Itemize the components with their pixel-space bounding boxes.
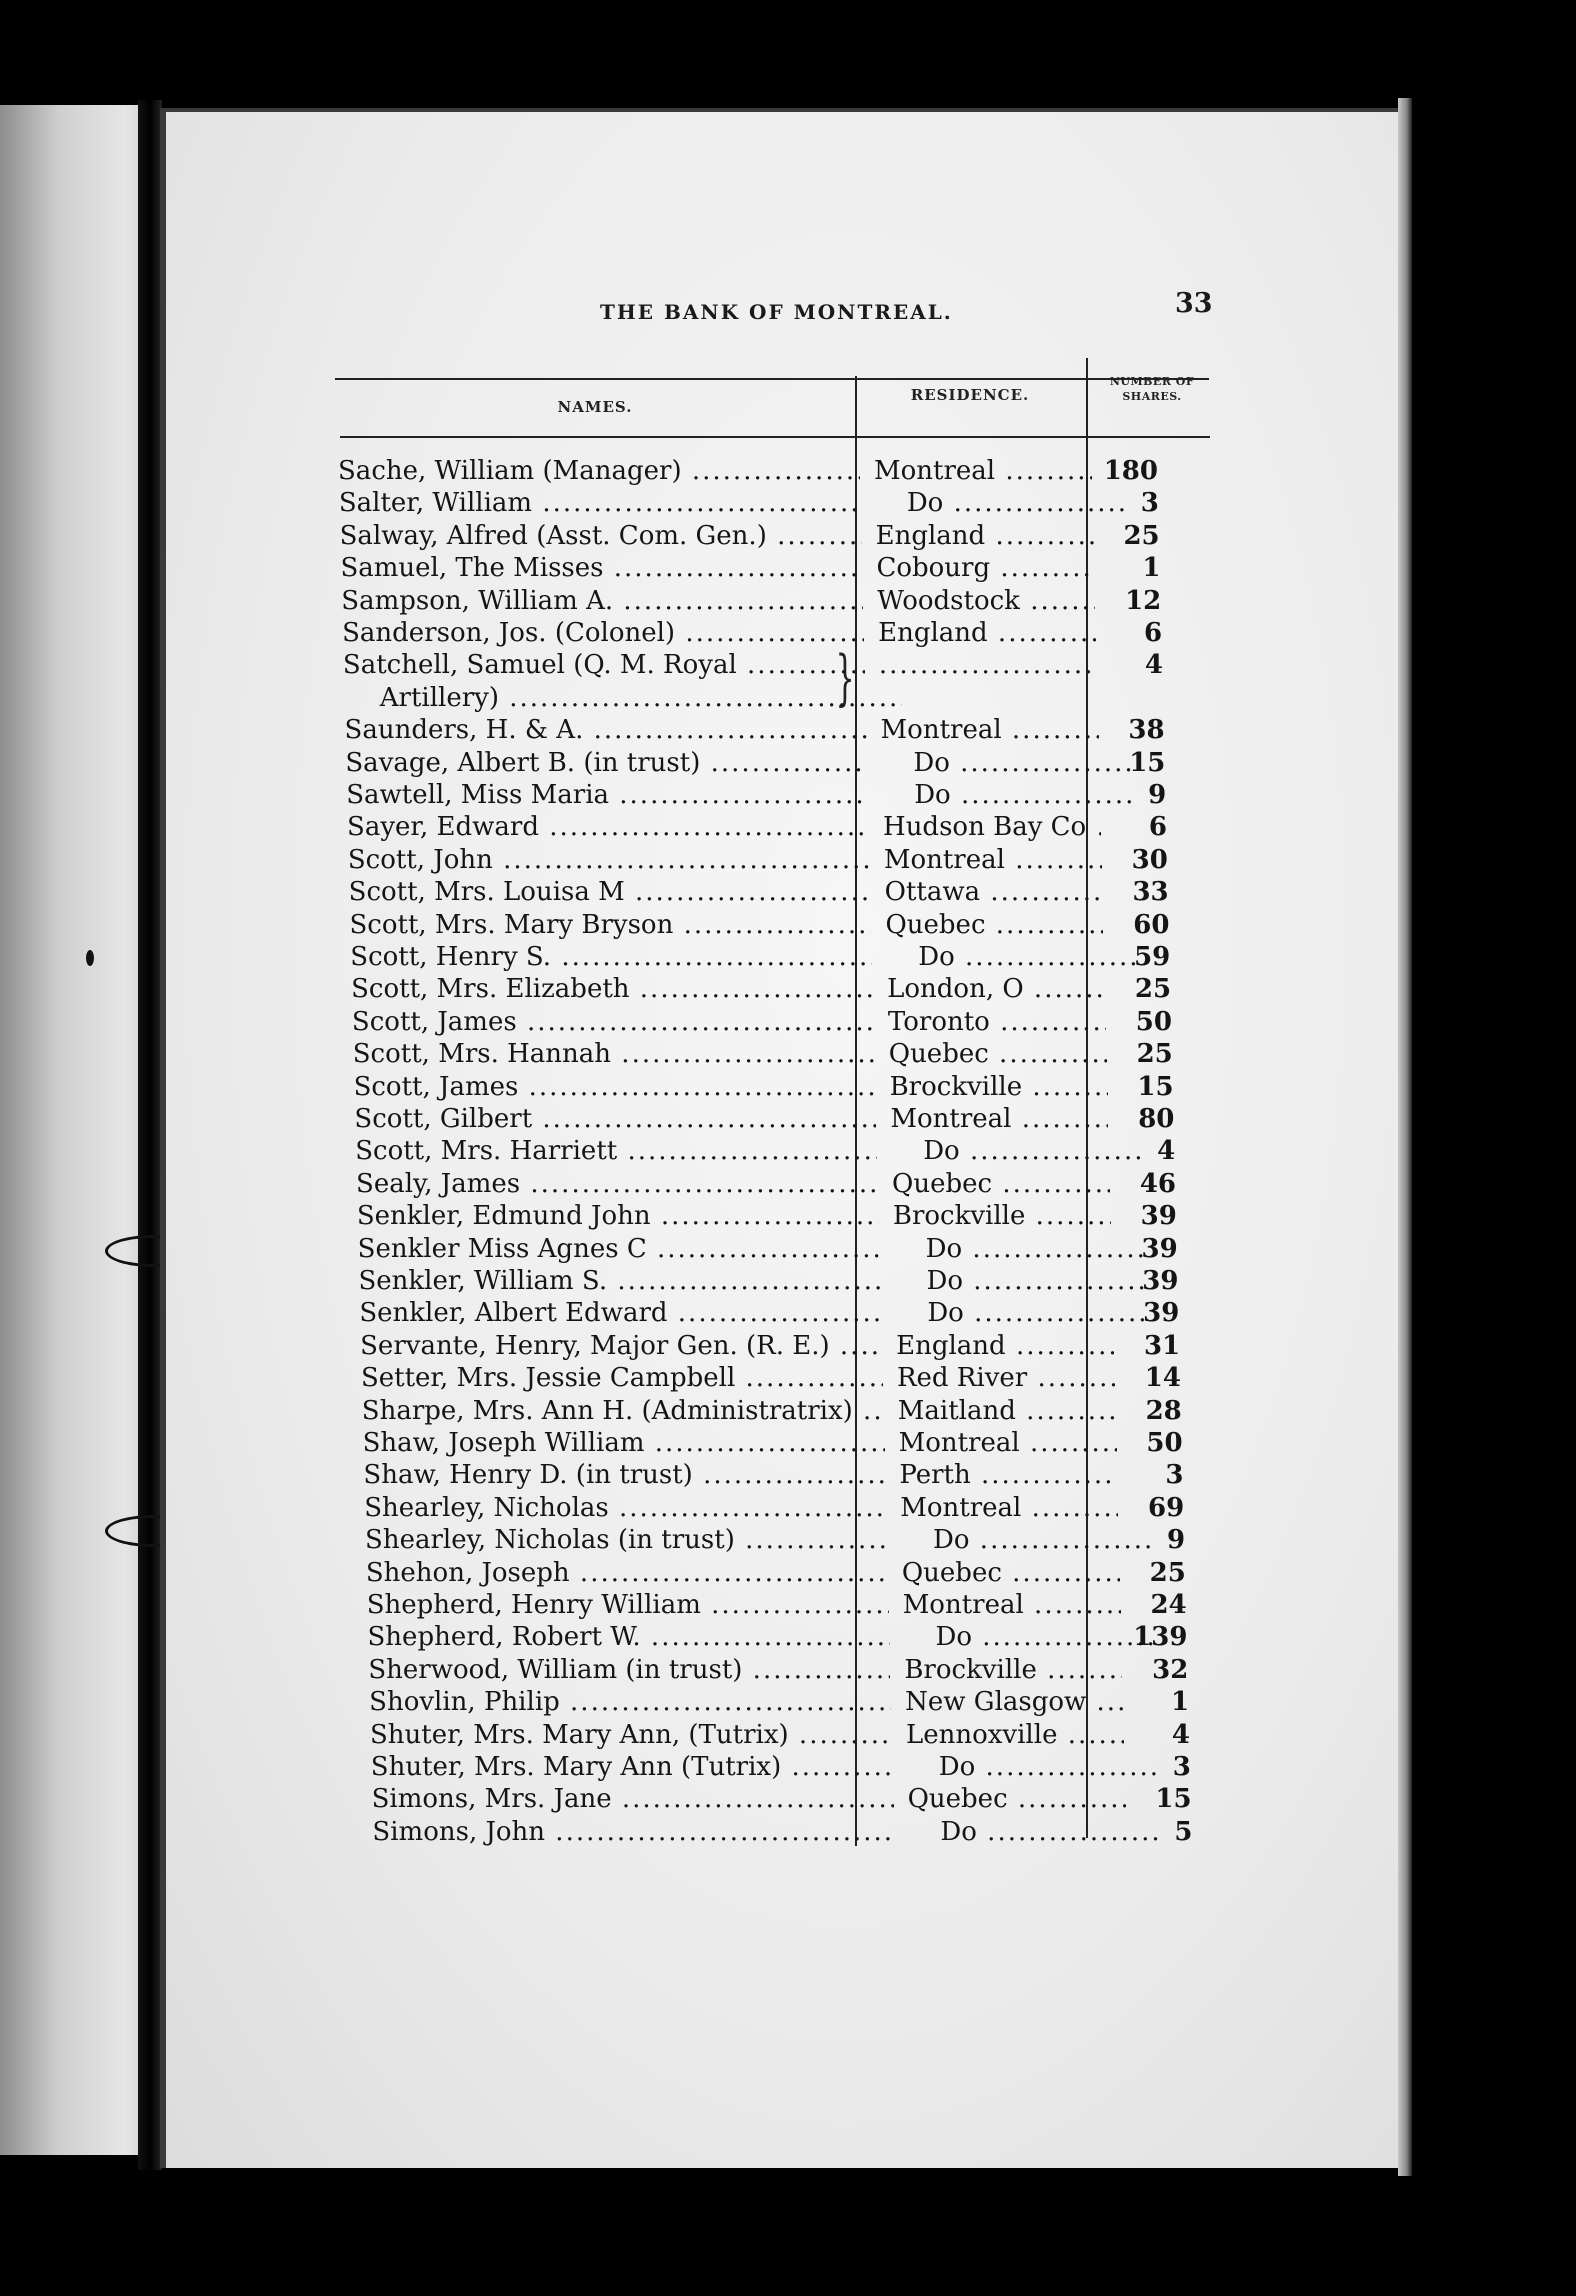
shareholder-residence: Ottawa ..... bbox=[877, 877, 1103, 907]
shareholder-name: Senkler Miss Agnes C ..... bbox=[358, 1234, 880, 1264]
shareholder-residence: England ..... bbox=[888, 1331, 1114, 1361]
shareholder-name: Artillery) ..... bbox=[344, 683, 902, 713]
shareholder-name: Scott, John ..... bbox=[348, 845, 870, 875]
shareholder-shares: 25 bbox=[1134, 974, 1172, 1005]
shareholder-residence: New Glasgow ..... bbox=[897, 1687, 1123, 1717]
shareholder-residence: Do ..... bbox=[893, 1525, 1151, 1555]
shareholder-shares: 4 bbox=[1157, 1136, 1176, 1167]
shareholder-residence: Quebec ..... bbox=[894, 1558, 1120, 1588]
shareholder-shares: 46 bbox=[1139, 1168, 1177, 1199]
shareholder-name: Setter, Mrs. Jessie Campbell ..... bbox=[361, 1363, 883, 1393]
shareholder-residence: Brockville ..... bbox=[885, 1201, 1111, 1231]
shareholder-residence: Hudson Bay Co ..... bbox=[875, 812, 1101, 842]
shareholder-name: Shaw, Joseph William ..... bbox=[363, 1428, 885, 1458]
shareholder-name: Sharpe, Mrs. Ann H. (Administratrix) ..... bbox=[362, 1396, 884, 1426]
shareholder-residence: Do ..... bbox=[874, 780, 1132, 810]
shareholder-name: Senkler, Albert Edward ..... bbox=[359, 1298, 881, 1328]
shareholder-name: Shepherd, Henry William ..... bbox=[367, 1590, 889, 1620]
shareholder-residence: Montreal ..... bbox=[866, 456, 1092, 486]
column-header-residence: RESIDENCE. bbox=[910, 386, 1030, 404]
shareholder-shares: 180 bbox=[1103, 456, 1158, 486]
shareholder-residence: Woodstock ..... bbox=[869, 586, 1095, 616]
shareholder-name: Senkler, Edmund John ..... bbox=[357, 1201, 879, 1231]
shareholder-shares: 1 bbox=[1171, 1687, 1190, 1718]
shareholder-residence: Cobourg ..... bbox=[868, 553, 1094, 583]
shareholder-residence: Quebec ..... bbox=[881, 1039, 1107, 1069]
shareholder-name: Savage, Albert B. (in trust) ..... bbox=[345, 748, 867, 778]
shareholder-shares: 33 bbox=[1132, 877, 1169, 908]
shareholder-name: Shehon, Joseph ..... bbox=[366, 1558, 888, 1588]
shareholder-shares: 14 bbox=[1144, 1363, 1181, 1394]
shareholder-shares: 6 bbox=[1144, 618, 1163, 648]
shareholder-shares: 30 bbox=[1131, 844, 1168, 875]
row-brace: } bbox=[835, 643, 855, 713]
shareholder-residence: Quebec ..... bbox=[884, 1169, 1110, 1199]
shareholder-shares: 6 bbox=[1148, 812, 1168, 843]
shareholder-residence: Montreal ..... bbox=[876, 845, 1102, 875]
column-header-shares-line2: SHARES. bbox=[1122, 390, 1182, 403]
shareholder-residence bbox=[871, 650, 1097, 680]
shareholder-name: Servante, Henry, Major Gen. (R. E.) ..... bbox=[360, 1331, 882, 1361]
shareholder-residence: Do ..... bbox=[867, 488, 1125, 518]
shareholder-residence: Montreal ..... bbox=[873, 715, 1099, 745]
shareholder-name: Samuel, The Misses ..... bbox=[340, 553, 862, 583]
shareholder-shares: 25 bbox=[1123, 520, 1160, 551]
shareholder-residence: Montreal ..... bbox=[891, 1428, 1117, 1458]
shareholder-residence: Quebec ..... bbox=[877, 910, 1103, 940]
shareholder-residence: Montreal ..... bbox=[892, 1493, 1118, 1523]
shareholder-name: Shepherd, Robert W. ..... bbox=[368, 1622, 890, 1652]
shareholder-shares: 15 bbox=[1137, 1071, 1174, 1102]
column-header-names: NAMES. bbox=[557, 398, 633, 416]
shareholder-residence: Montreal ..... bbox=[895, 1590, 1121, 1620]
shareholder-name: Shuter, Mrs. Mary Ann, (Tutrix) ..... bbox=[370, 1720, 892, 1750]
shareholder-residence: London, O ..... bbox=[879, 974, 1105, 1004]
shareholder-shares: 38 bbox=[1128, 715, 1165, 746]
shareholder-shares: 25 bbox=[1149, 1557, 1186, 1588]
shareholder-shares: 9 bbox=[1148, 780, 1167, 810]
shareholder-name: Shearley, Nicholas (in trust) ..... bbox=[365, 1525, 887, 1555]
shareholder-residence: Brockville ..... bbox=[882, 1072, 1108, 1102]
shareholder-residence: Do ..... bbox=[886, 1266, 1144, 1296]
shareholder-shares: 12 bbox=[1125, 585, 1162, 616]
shareholder-residence: England ..... bbox=[868, 521, 1094, 551]
shareholder-name: Salter, William ..... bbox=[339, 488, 861, 518]
shareholder-name: Scott, Henry S. ..... bbox=[350, 942, 872, 972]
shareholder-residence: Do ..... bbox=[899, 1752, 1157, 1782]
shareholder-residence: Montreal ..... bbox=[882, 1104, 1108, 1134]
shareholder-shares: 80 bbox=[1138, 1104, 1175, 1134]
shareholder-shares: 15 bbox=[1129, 747, 1166, 778]
column-header-shares-line1: NUMBER OF bbox=[1109, 375, 1195, 388]
shareholder-name: Sanderson, Jos. (Colonel) ..... bbox=[342, 618, 864, 648]
shareholder-shares: 9 bbox=[1166, 1525, 1186, 1556]
shareholder-residence: Lennoxville ..... bbox=[898, 1720, 1124, 1750]
shareholder-shares: 3 bbox=[1140, 488, 1159, 519]
shareholder-name: Scott, James ..... bbox=[354, 1072, 876, 1102]
shareholder-shares: 50 bbox=[1146, 1428, 1183, 1458]
shareholder-name: Scott, Mrs. Elizabeth ..... bbox=[351, 974, 873, 1004]
shareholder-shares: 139 bbox=[1133, 1622, 1188, 1653]
shareholder-shares: 4 bbox=[1144, 650, 1163, 681]
shareholder-shares: 50 bbox=[1135, 1006, 1172, 1037]
shareholder-shares: 3 bbox=[1165, 1460, 1184, 1491]
shareholder-shares: 28 bbox=[1145, 1395, 1182, 1426]
shareholder-name: Scott, Mrs. Louisa M ..... bbox=[349, 877, 871, 907]
shareholder-shares: 1 bbox=[1142, 553, 1161, 584]
shareholder-name: Senkler, William S. ..... bbox=[358, 1266, 880, 1296]
shareholder-shares: 39 bbox=[1142, 1266, 1179, 1296]
shareholder-residence: Do ..... bbox=[886, 1234, 1144, 1264]
shareholder-shares: 39 bbox=[1140, 1201, 1177, 1232]
shareholder-name: Scott, Mrs. Harriett ..... bbox=[355, 1136, 877, 1166]
shareholder-shares: 24 bbox=[1150, 1590, 1187, 1620]
shareholder-residence: Brockville ..... bbox=[896, 1655, 1122, 1685]
shareholder-name: Sache, William (Manager) ..... bbox=[338, 456, 860, 486]
shareholder-residence: Do ..... bbox=[883, 1136, 1141, 1166]
shareholder-residence: Do ..... bbox=[878, 942, 1136, 972]
shareholder-name: Sayer, Edward ..... bbox=[347, 812, 869, 842]
shareholder-residence: Do ..... bbox=[873, 748, 1131, 778]
shareholder-residence: Do ..... bbox=[896, 1622, 1154, 1652]
shareholder-name: Scott, James ..... bbox=[352, 1007, 874, 1037]
shareholder-name: Satchell, Samuel (Q. M. Royal ..... bbox=[343, 650, 865, 680]
shareholder-shares: 69 bbox=[1148, 1492, 1185, 1523]
shareholder-shares: 39 bbox=[1143, 1298, 1180, 1329]
shareholder-name: Simons, Mrs. Jane ..... bbox=[372, 1784, 894, 1814]
shareholder-name: Sealy, James ..... bbox=[356, 1169, 878, 1199]
shareholder-residence: Perth ..... bbox=[891, 1460, 1117, 1490]
shareholder-name: Scott, Mrs. Mary Bryson ..... bbox=[349, 910, 871, 940]
shareholder-name: Sawtell, Miss Maria ..... bbox=[346, 780, 868, 810]
shareholder-name: Sampson, William A. ..... bbox=[341, 586, 863, 616]
shareholder-name: Shearley, Nicholas ..... bbox=[364, 1493, 886, 1523]
shareholder-name: Shaw, Henry D. (in trust) ..... bbox=[363, 1460, 885, 1490]
shareholder-residence: Do ..... bbox=[887, 1298, 1145, 1328]
shareholder-name: Simons, John ..... bbox=[372, 1817, 894, 1847]
shareholder-name: Saunders, H. & A. ..... bbox=[345, 715, 867, 745]
shareholder-residence: Quebec ..... bbox=[900, 1784, 1126, 1814]
shareholder-shares: 32 bbox=[1152, 1654, 1189, 1685]
shareholder-shares: 60 bbox=[1133, 909, 1170, 940]
page-number: 33 bbox=[1175, 288, 1213, 319]
shareholder-name: Shovlin, Philip ..... bbox=[369, 1687, 891, 1717]
shareholder-residence: Do ..... bbox=[900, 1817, 1158, 1847]
shareholder-shares: 59 bbox=[1134, 942, 1171, 972]
shareholder-shares: 25 bbox=[1136, 1039, 1173, 1070]
shareholder-residence: Red River ..... bbox=[889, 1363, 1115, 1393]
shareholder-shares: 39 bbox=[1141, 1233, 1178, 1264]
shareholder-residence: Toronto ..... bbox=[880, 1007, 1106, 1037]
shareholder-shares: 31 bbox=[1143, 1330, 1181, 1361]
shareholder-shares: 4 bbox=[1171, 1719, 1190, 1750]
shareholder-residence: Maitland ..... bbox=[890, 1396, 1116, 1426]
shareholder-name: Shuter, Mrs. Mary Ann (Tutrix) ..... bbox=[371, 1752, 893, 1782]
shareholder-shares: 5 bbox=[1174, 1816, 1193, 1847]
shareholder-residence: England ..... bbox=[870, 618, 1096, 648]
shareholder-shares: 3 bbox=[1172, 1752, 1191, 1782]
shareholder-name: Scott, Gilbert ..... bbox=[354, 1104, 876, 1134]
shareholder-name: Salway, Alfred (Asst. Com. Gen.) ..... bbox=[340, 521, 862, 551]
shareholder-name: Sherwood, William (in trust) ..... bbox=[368, 1655, 890, 1685]
shareholder-shares: 15 bbox=[1155, 1784, 1192, 1815]
shareholder-name: Scott, Mrs. Hannah ..... bbox=[353, 1039, 875, 1069]
running-head: THE BANK OF MONTREAL. bbox=[600, 300, 953, 324]
